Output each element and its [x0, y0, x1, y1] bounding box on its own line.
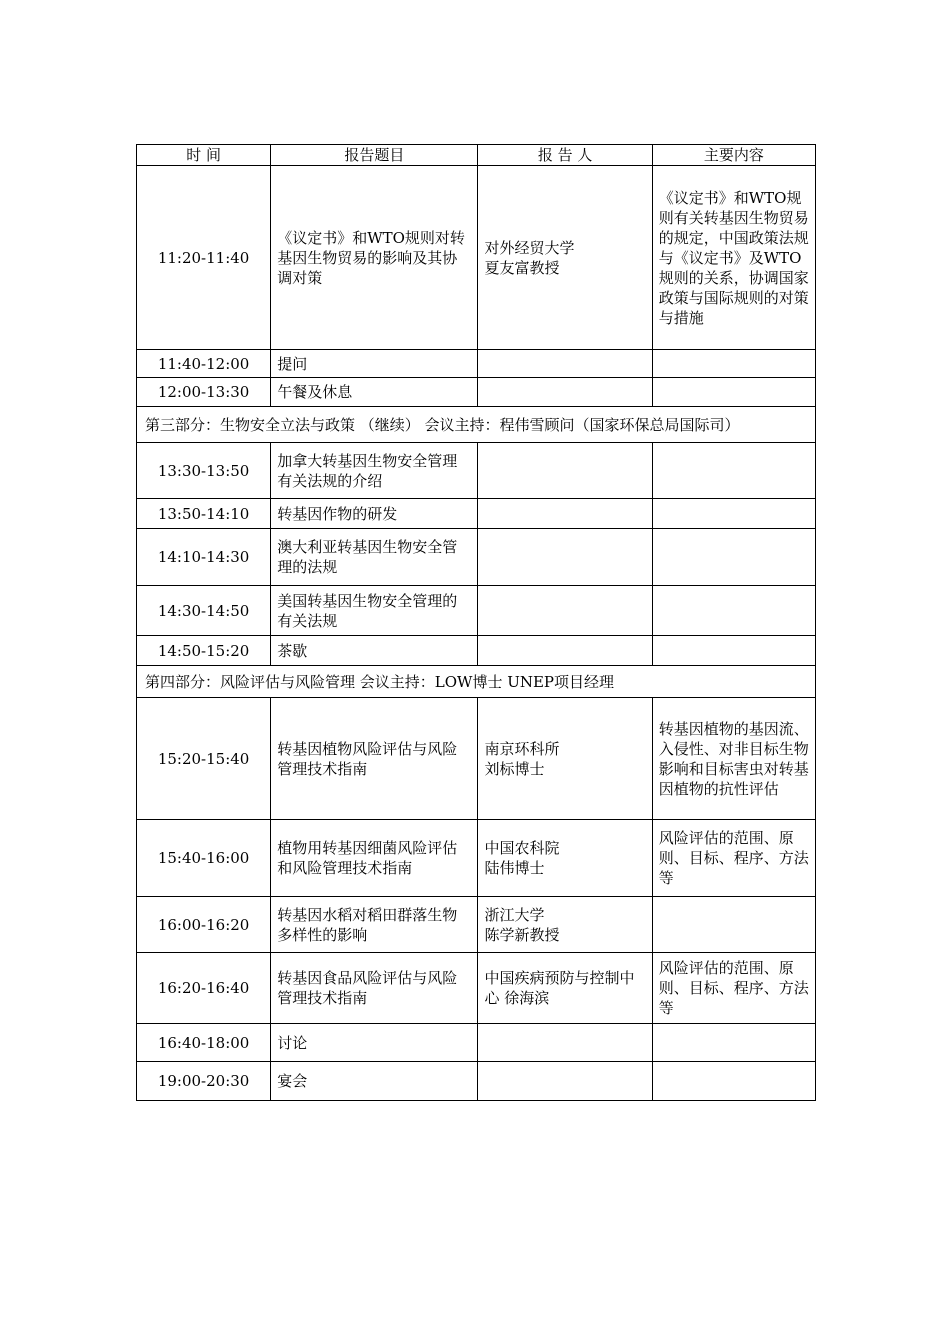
- session-topic: 茶歇: [271, 636, 478, 666]
- table-row: [137, 443, 816, 499]
- session-speaker: [478, 443, 652, 499]
- session-speaker: [478, 499, 652, 529]
- session-time: 14:30-14:50: [137, 586, 271, 636]
- speaker-line: 浙江大学: [484, 905, 545, 924]
- table-row: [137, 698, 816, 820]
- session-speaker: [478, 529, 652, 586]
- session-time: 16:20-16:40: [137, 953, 271, 1024]
- session-time: 12:00-13:30: [137, 378, 271, 407]
- session-topic: 转基因植物风险评估与风险管理技术指南: [271, 698, 478, 820]
- speaker-line: 中国农科院: [484, 839, 560, 857]
- session-content: 风险评估的范围、原则、目标、程序、方法等: [652, 820, 815, 897]
- session-time: 15:20-15:40: [137, 698, 271, 820]
- session-content: [652, 636, 815, 666]
- session-speaker: [478, 897, 652, 953]
- section-row: [137, 666, 816, 698]
- session-time: 16:00-16:20: [137, 897, 271, 953]
- session-topic: 午餐及休息: [271, 378, 478, 407]
- speaker-line: 夏友富教授: [484, 258, 560, 277]
- table-row: [137, 529, 816, 586]
- speaker-line: 刘标博士: [484, 759, 545, 778]
- session-topic: 讨论: [271, 1024, 478, 1062]
- schedule-body: [137, 166, 816, 1101]
- session-content: 转基因植物的基因流、入侵性、对非目标生物影响和目标害虫对转基因植物的抗性评估: [652, 698, 815, 820]
- speaker-line: 对外经贸大学: [484, 238, 575, 257]
- session-speaker: [478, 636, 652, 666]
- session-time: 19:00-20:30: [137, 1062, 271, 1101]
- header-content: 主要内容: [652, 145, 815, 166]
- session-topic: 加拿大转基因生物安全管理有关法规的介绍: [271, 443, 478, 499]
- table-row: [137, 897, 816, 953]
- session-speaker: [478, 1024, 652, 1062]
- table-row: [137, 1024, 816, 1062]
- session-time: 11:20-11:40: [137, 166, 271, 350]
- table-row: [137, 953, 816, 1024]
- session-content: [652, 1062, 815, 1101]
- session-speaker: [478, 378, 652, 407]
- section-title: 第四部分：风险评估与风险管理 会议主持：LOW博士 UNEP项目经理: [137, 666, 816, 698]
- session-topic: 提问: [271, 350, 478, 378]
- header-row: [137, 145, 816, 166]
- session-speaker: [478, 350, 652, 378]
- session-topic: 美国转基因生物安全管理的有关法规: [271, 586, 478, 636]
- session-speaker: [478, 698, 652, 820]
- header-speaker: 报 告 人: [478, 145, 652, 166]
- session-content: [652, 499, 815, 529]
- session-content: [652, 443, 815, 499]
- session-time: 14:50-15:20: [137, 636, 271, 666]
- session-speaker: [478, 586, 652, 636]
- session-content: 风险评估的范围、原则、目标、程序、方法等: [652, 953, 815, 1024]
- session-content: [652, 897, 815, 953]
- session-topic: 澳大利亚转基因生物安全管理的法规: [271, 529, 478, 586]
- session-content: [652, 350, 815, 378]
- session-speaker: [478, 166, 652, 350]
- session-time: 14:10-14:30: [137, 529, 271, 586]
- session-topic: 宴会: [271, 1062, 478, 1101]
- speaker-line: 陆伟博士: [484, 859, 545, 877]
- session-topic: 转基因食品风险评估与风险管理技术指南: [271, 953, 478, 1024]
- session-time: 13:30-13:50: [137, 443, 271, 499]
- table-row: [137, 350, 816, 378]
- session-content: 《议定书》和WTO规则有关转基因生物贸易的规定，中国政策法规与《议定书》及WTO规则的关系，协调国家政策与国际规则的对策与措施: [652, 166, 815, 350]
- session-content: [652, 378, 815, 407]
- header-time: 时 间: [137, 145, 271, 166]
- table-row: [137, 166, 816, 350]
- schedule-table: [136, 144, 816, 1101]
- speaker-line: 南京环科所: [484, 739, 560, 758]
- session-time: 15:40-16:00: [137, 820, 271, 897]
- session-topic: 转基因水稻对稻田群落生物多样性的影响: [271, 897, 478, 953]
- session-content: [652, 1024, 815, 1062]
- session-content: [652, 529, 815, 586]
- session-speaker: [478, 820, 652, 897]
- session-time: 13:50-14:10: [137, 499, 271, 529]
- session-speaker: [478, 1062, 652, 1101]
- section-title: 第三部分：生物安全立法与政策 （继续） 会议主持：程伟雪顾问（国家环保总局国际司）: [137, 407, 816, 443]
- session-topic: 转基因作物的研发: [271, 499, 478, 529]
- session-content: [652, 586, 815, 636]
- table-row: [137, 586, 816, 636]
- session-speaker: [478, 953, 652, 1024]
- table-row: [137, 636, 816, 666]
- table-row: [137, 499, 816, 529]
- section-row: [137, 407, 816, 443]
- speaker-line: 陈学新教授: [484, 925, 560, 944]
- table-row: [137, 378, 816, 407]
- session-topic: 《议定书》和WTO规则对转基因生物贸易的影响及其协调对策: [271, 166, 478, 350]
- table-row: [137, 1062, 816, 1101]
- session-time: 11:40-12:00: [137, 350, 271, 378]
- table-row: [137, 820, 816, 897]
- header-topic: 报告题目: [271, 145, 478, 166]
- session-time: 16:40-18:00: [137, 1024, 271, 1062]
- session-topic: 植物用转基因细菌风险评估和风险管理技术指南: [271, 820, 478, 897]
- speaker-line: 中国疾病预防与控制中心 徐海滨: [484, 969, 635, 1007]
